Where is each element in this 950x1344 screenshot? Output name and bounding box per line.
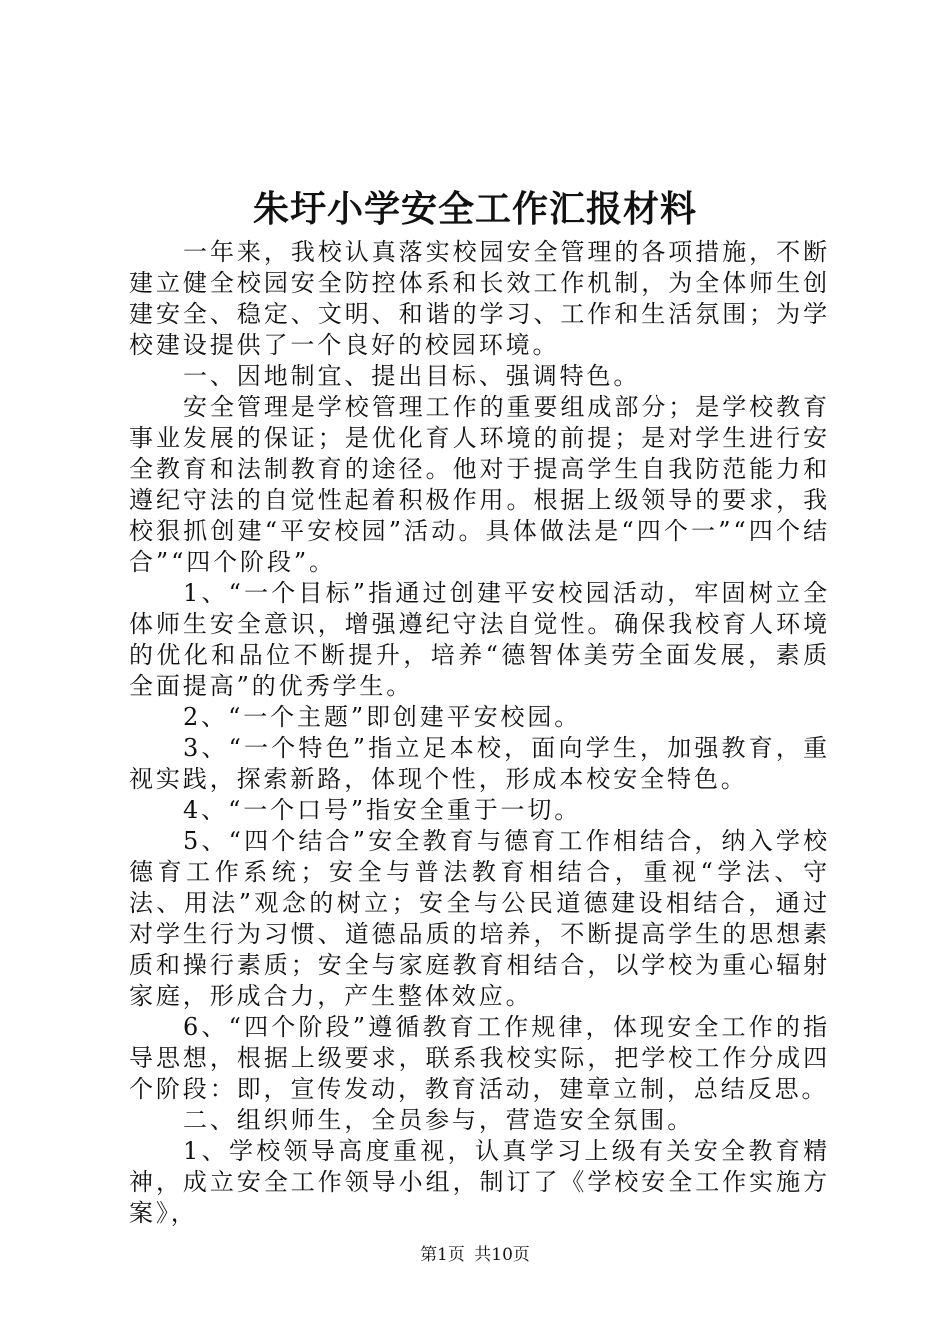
paragraph-item-6: 6、“四个阶段”遵循教育工作规律，体现安全工作的指导思想，根据上级要求，联系我校实际，把学校工作分成四个阶段：即，宣传发动，教育活动，建章立制，总结反思。 bbox=[129, 1013, 830, 1103]
section-heading-2: 二、组织师生，全员参与，营造安全氛围。 bbox=[183, 1106, 695, 1134]
page-number-footer: 第1页 共10页 bbox=[420, 1245, 530, 1265]
document-body bbox=[129, 237, 830, 1229]
section-heading-1: 一、因地制宜、提出目标、强调特色。 bbox=[183, 362, 641, 390]
document-title: 朱圩小学安全工作汇报材料 bbox=[252, 188, 697, 230]
paragraph-item-1: 1、“一个目标”指通过创建平安校园活动，牢固树立全体师生安全意识，增强遵纪守法自觉性。确保我校育人环境的优化和品位不断提升，培养“德智体美劳全面发展，素质全面提高”的优秀学生。 bbox=[129, 579, 830, 700]
paragraph-safety-management: 安全管理是学校管理工作的重要组成部分；是学校教育事业发展的保证；是优化育人环境的前提；是对学生进行安全教育和法制教育的途径。他对于提高学生自我防范能力和遵纪守法的自觉性起着积极作用。根据上级领导的要求，我校狠抓创建“平安校园”活动。具体做法是“四个一”“四个结合”“四个阶段”。 bbox=[129, 393, 830, 576]
paragraph-item-5: 5、“四个结合”安全教育与德育工作相结合，纳入学校德育工作系统；安全与普法教育相结合，重视“学法、守法、用法”观念的树立；安全与公民道德建设相结合，通过对学生行为习惯、道德品质的培养，不断提高学生的思想素质和操行素质；安全与家庭教育相结合，以学校为重心辐射家庭，形成合力，产生整体效应。 bbox=[129, 827, 830, 1010]
paragraph-item-3: 3、“一个特色”指立足本校，面向学生，加强教育，重视实践，探索新路，体现个性，形成本校安全特色。 bbox=[129, 734, 830, 793]
paragraph-item-4: 4、“一个口号”指安全重于一切。 bbox=[183, 796, 582, 824]
paragraph-item-2: 2、“一个主题”即创建平安校园。 bbox=[183, 703, 582, 731]
paragraph-intro: 一年来，我校认真落实校园安全管理的各项措施，不断建立健全校园安全防控体系和长效工作机制，为全体师生创建安全、稳定、文明、和谐的学习、工作和生活氛围；为学校建设提供了一个良好的校园环境。 bbox=[129, 238, 830, 359]
paragraph-section2-item-1: 1、学校领导高度重视，认真学习上级有关安全教育精神，成立安全工作领导小组，制订了《学校安全工作实施方案》， bbox=[129, 1137, 830, 1227]
